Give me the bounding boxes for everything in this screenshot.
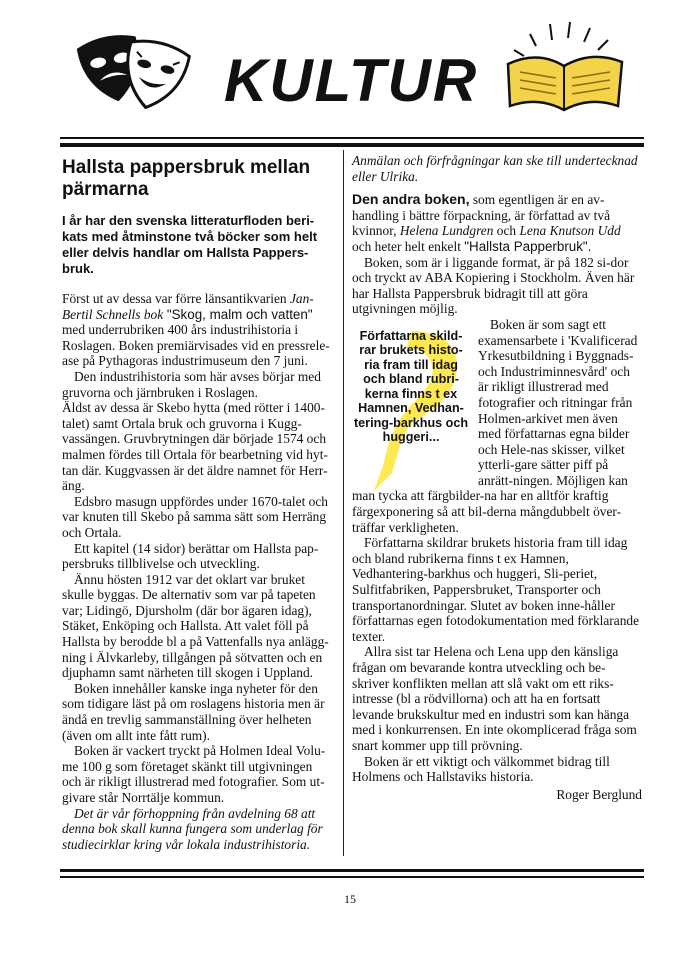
paragraph: Boken är som sagt ett examensarbete i 'Kvalificerad Yrkesutbildning i Byggnads- och Industriminnesvård' och är rikligt illustrerad med fotografier och ritningar från Holmen-arkivet men även med författarnas egna bilder och Hele-nas skisser, vilket ytterli-gare sätter piff på anrätt-ningen. Möjligen kan man tycka att färgbilder-na har en alltför kraftig färgexponering så att bil-derna mångdubbelt över-träffar verkligheten.	[352, 316, 638, 535]
paragraph: Boken är vackert tryckt på Holmen Ideal Volu-me 100 g som företaget skänkt till utgivningen och är rikligt illustrerad med fotografier. Som ut-givare står Norrtälje kommun.	[62, 743, 326, 805]
paragraph: Författarna skildrar brukets historia fram till idag och bland rubrikerna finns t ex Hamnen, Vedhantering-barkhus och huggeri, Sli-periet, Sulfitfabriken, Pappersbruket, Transporter och transportanordningar. Slutet av boken inne-håller författarnas egen fotodokumentation med förklarande texter.	[352, 535, 640, 644]
page-number: 15	[344, 892, 356, 906]
paragraph: Först ut av dessa var förre länsantikvarien Jan-Bertil Schnells bok "Skog, malm och vatten" med underrubriken 400 års industrihistoria i Roslagen. Boken premiärvisades vid en pressrele-ase på Pythagoras industrimuseum den 7 juni.	[62, 291, 330, 369]
author-signature: Roger Berglund	[556, 786, 642, 802]
article-lead: I år har den svenska litteraturfloden beri-kats med åtminstone två böcker som helt eller delvis handlar om Hallsta Pappers-bruk.	[62, 213, 318, 276]
footer-rule-thin	[60, 876, 644, 878]
article-headline: Hallsta pappersbruk mellan pärmarna	[62, 157, 311, 200]
closing-note: Det är vår förhoppning från avdelning 68 att denna bok skall kunna fungera som underlag för studiecirklar kring vår lokala industrihistoria.	[62, 805, 323, 852]
paragraph: Äldst av dessa är Skebo hytta (med rötter i 1400-talet) samt Ortala bruk och gruvorna i Kugg-vassängen. Gruvbrytningen där började 1574 och malmen fördes till Ortala för bearbetning vid hyt-tan där. Kuggvassen är det äldre namnet för Herr-äng.	[62, 400, 328, 494]
paragraph: Ännu hösten 1912 var det oklart var bruket skulle byggas. De alternativ som var på tapeten var; Lidingö, Djursholm (där bor ägaren idag), Stäket, Enköping och Hallsta. Att valet föll på Hallsta by berodde bl a på Vattenfalls nya anlägg-ning i Älvkarleby, tillgången på sötvatten och en djuphamn samt närheten till skogen i Uppland.	[62, 571, 329, 681]
section-title: KULTUR	[224, 47, 479, 114]
paragraph: Boken är ett viktigt och välkommet bidrag till Holmens och Hallstaviks historia.	[352, 753, 610, 785]
header-rule-thin	[60, 137, 644, 139]
right-column	[352, 153, 642, 802]
paragraph: Den andra boken, som egentligen är en av-handling i bättre förpackning, är författad av två kvinnor, Helena Lundgren och Lena Knutson Udd och heter helt enkelt "Hallsta Papperbruk".	[352, 191, 621, 254]
theater-masks-icon	[72, 30, 192, 125]
left-column	[62, 153, 334, 852]
pull-quote: Författarna skild-rar brukets histo-ria fram till idag och bland rubri-kerna finns t ex Hamnen, Vedhan-tering-barkhus och huggeri...	[352, 323, 470, 473]
paragraph: Den industrihistoria som här avses börjar med gruvorna och järnbruken i Roslagen.	[62, 368, 321, 400]
footer-rule-thick	[60, 869, 644, 872]
paragraph: Edsbro masugn uppfördes under 1670-talet och var knuten till Skebo på samma sätt som Herräng och Ortala.	[62, 493, 328, 540]
open-book-icon	[500, 20, 630, 125]
paragraph: Ett kapitel (14 sidor) berättar om Hallsta pap-persbruks tillblivelse och utveckling.	[62, 540, 319, 572]
paragraph: Boken, som är i liggande format, är på 182 si-dor och tryckt av ABA Kopiering i Stockholm. Även här har Hallsta Pappersbruk bidragit till att göra utgivningen möjlig.	[352, 254, 635, 317]
page-header	[0, 0, 700, 138]
header-rule-thick	[60, 143, 644, 147]
column-divider	[343, 150, 344, 856]
paragraph: Boken innehåller kanske inga nyheter för den som tidigare läst på om roslagens historia men är ändå en trevlig sammanställning över helheten (även om allt inte fått rum).	[62, 680, 325, 743]
contact-note: Anmälan och förfrågningar kan ske till undertecknad eller Ulrika.	[352, 153, 638, 184]
paragraph: Allra sist tar Helena och Lena upp den känsliga frågan om bevarande kontra utveckling och be-skriver konflikten mellan att slå vakt om ett riks-intresse (bl a rödvillorna) och att ha en fortsatt levande brukskultur med en industri som kan hänga med i konkurrensen. En inte okomplicerad fråga som snart kommer upp till prövning.	[352, 644, 637, 753]
